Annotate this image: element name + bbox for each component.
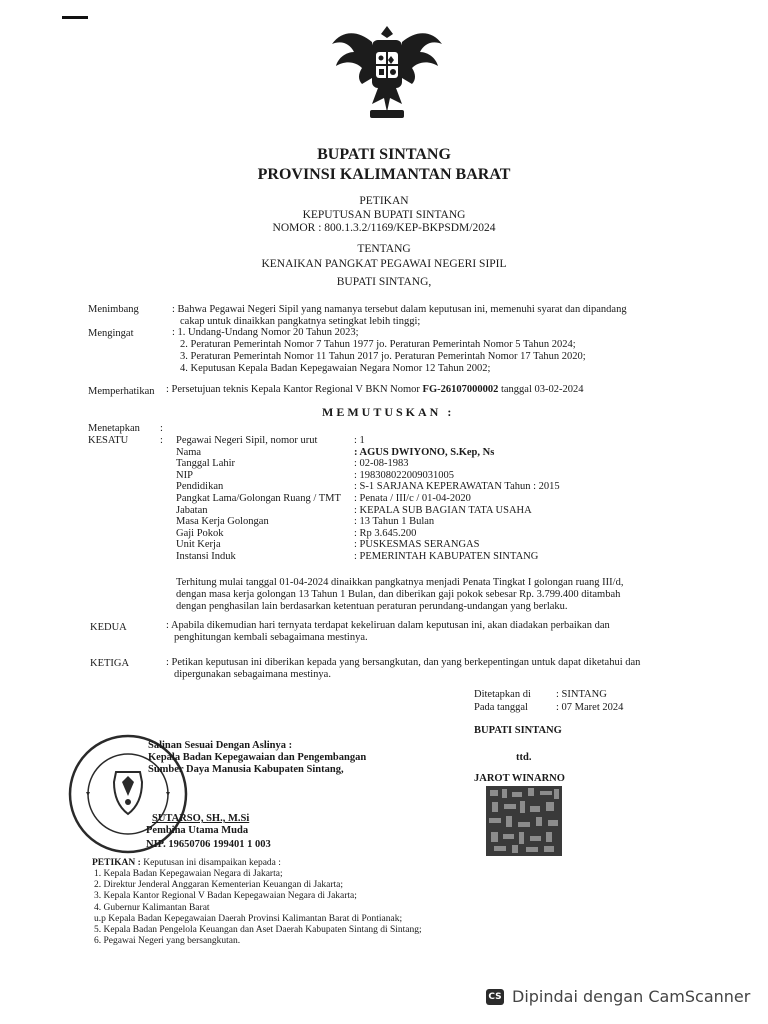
kesatu-colon: : xyxy=(160,435,163,446)
field-value: : Rp 3.645.200 xyxy=(354,527,417,539)
field-value: : 02-08-1983 xyxy=(354,458,409,470)
field-value: : AGUS DWIYONO, S.Kep, Ns xyxy=(354,446,495,458)
field-label: Gaji Pokok xyxy=(176,527,224,539)
certifier-rank: Pembina Utama Muda xyxy=(146,825,249,836)
ditetapkan-label: Ditetapkan di xyxy=(474,689,531,700)
mengingat-item-2: 2. Peraturan Pemerintah Nomor 7 Tahun 1977 jo. Peraturan Pemerintah Nomor 5 Tahun 2024; xyxy=(180,339,576,350)
kesatu-paragraph-line-3: dengan penghasilan lain berdasarkan ketentuan peraturan perundang-undangan yang berlaku. xyxy=(176,601,568,612)
signature-ttd: ttd. xyxy=(516,752,532,763)
memperhatikan-text xyxy=(166,383,584,396)
header-title-2: PROVINSI KALIMANTAN BARAT xyxy=(257,166,511,183)
ditetapkan-value: : SINTANG xyxy=(556,689,607,700)
distribution-item: 2. Direktur Jenderal Anggaran Kementerian Keuangan di Jakarta; xyxy=(94,880,344,891)
distribution-title: PETIKAN : xyxy=(92,858,141,868)
distribution-item: 6. Pegawai Negeri yang bersangkutan. xyxy=(94,936,241,947)
field-label: Tanggal Lahir xyxy=(176,458,236,470)
header-title-1: BUPATI SINTANG xyxy=(317,146,451,163)
field-value: : KEPALA SUB BAGIAN TATA USAHA xyxy=(354,504,532,516)
qr-code-icon xyxy=(486,786,562,856)
keputusan-heading: KEPUTUSAN BUPATI SINTANG xyxy=(302,209,466,221)
field-value: : 13 Tahun 1 Bulan xyxy=(354,516,435,528)
field-label: Unit Kerja xyxy=(176,539,221,551)
field-label: Pendidikan xyxy=(176,481,224,493)
camscanner-text: Dipindai dengan CamScanner xyxy=(512,987,751,1006)
subject-heading: KENAIKAN PANGKAT PEGAWAI NEGERI SIPIL xyxy=(261,258,507,270)
field-label: Nama xyxy=(176,446,202,458)
distribution-item: 3. Kepala Kantor Regional V Badan Kepegawaian Negara di Jakarta; xyxy=(94,891,357,902)
ketiga-line-2: dipergunakan sebagaimana mestinya. xyxy=(174,669,331,680)
tanggal-label: Pada tanggal xyxy=(474,702,528,713)
field-value: : Penata / III/c / 01-04-2020 xyxy=(354,493,471,504)
field-value: : S-1 SARJANA KEPERAWATAN Tahun : 2015 xyxy=(354,481,560,493)
menetapkan-colon: : xyxy=(160,423,163,434)
camscanner-watermark xyxy=(472,983,762,1011)
field-value: : PEMERINTAH KABUPATEN SINTANG xyxy=(354,551,539,562)
certification-line-3: Sumber Daya Manusia Kabupaten Sintang, xyxy=(148,764,344,775)
distribution-item: u.p Kepala Badan Kepegawaian Daerah Provinsi Kalimantan Barat di Pontianak; xyxy=(94,913,403,924)
camscanner-logo-icon: CS xyxy=(486,989,504,1005)
distribution-heading xyxy=(92,858,281,869)
kesatu-paragraph-line-1: Terhitung mulai tanggal 01-04-2024 dinaikkan pangkatnya menjadi Penata Tingkat I golongan ruang III/d, xyxy=(176,577,624,588)
field-value: : 1 xyxy=(354,435,365,446)
field-label: Pangkat Lama/Golongan Ruang / TMT xyxy=(176,493,341,504)
kedua-line-1: : Apabila dikemudian hari ternyata terdapat kekeliruan dalam keputusan ini, akan diadakan perbaikan dan xyxy=(166,620,610,631)
memperhatikan-date: tanggal 03-02-2024 xyxy=(498,384,584,395)
certification-line-1: Salinan Sesuai Dengan Aslinya : xyxy=(148,740,293,751)
signature-name: JAROT WINARNO xyxy=(474,773,565,784)
mengingat-label: Mengingat xyxy=(88,328,134,339)
distribution-item: 5. Kepala Badan Pengelola Keuangan dan Aset Daerah Kabupaten Sintang di Sintang; xyxy=(94,925,422,935)
scan-mark xyxy=(62,16,88,19)
mengingat-item-1: : 1. Undang-Undang Nomor 20 Tahun 2023; xyxy=(172,327,359,338)
menimbang-label: Menimbang xyxy=(88,304,139,315)
ketiga-line-1: : Petikan keputusan ini diberikan kepada yang bersangkutan, dan yang berkepentingan untuk dapat diketahui dan xyxy=(166,657,641,668)
signature-office: BUPATI SINTANG xyxy=(474,725,562,736)
kesatu-label: KESATU xyxy=(88,435,129,446)
ketiga-label: KETIGA xyxy=(90,658,130,669)
field-label: Jabatan xyxy=(176,504,208,516)
memperhatikan-text-start: : Persetujuan teknis Kepala Kantor Regional V BKN Nomor xyxy=(166,384,423,395)
distribution-item: 4. Gubernur Kalimantan Barat xyxy=(94,902,210,913)
distribution-intro: Keputusan ini disampaikan kepada : xyxy=(140,858,281,868)
kedua-line-2: penghitungan kembali sebagaimana mestinya. xyxy=(174,632,368,643)
distribution-item: 1. Kepala Badan Kepegawaian Negara di Jakarta; xyxy=(94,869,283,879)
field-label: Pegawai Negeri Sipil, nomor urut xyxy=(176,435,318,446)
memutuskan-heading: MEMUTUSKAN : xyxy=(322,405,455,419)
memperhatikan-label: Memperhatikan xyxy=(88,386,155,397)
field-label: Masa Kerja Golongan xyxy=(176,516,269,528)
tentang-heading: TENTANG xyxy=(357,243,411,255)
field-label: Instansi Induk xyxy=(176,551,236,562)
certifier-nip: NIP. 19650706 199401 1 003 xyxy=(146,839,271,850)
tanggal-value: : 07 Maret 2024 xyxy=(556,702,624,713)
field-value: : PUSKESMAS SERANGAS xyxy=(354,539,480,551)
menetapkan-label: Menetapkan xyxy=(88,423,140,434)
menimbang-line-1: : Bahwa Pegawai Negeri Sipil yang namanya tersebut dalam keputusan ini, memenuhi syarat dan dipandang xyxy=(172,304,627,315)
bupati-heading: BUPATI SINTANG, xyxy=(336,276,432,288)
garuda-emblem-icon xyxy=(328,22,446,122)
certifier-name: SUTARSO, SH., M.Si xyxy=(152,813,250,824)
menimbang-line-2: cakap untuk dinaikkan pangkatnya setingkat lebih tinggi; xyxy=(180,316,421,327)
field-value: : 198308022009031005 xyxy=(354,469,455,481)
kesatu-paragraph-line-2: dengan masa kerja golongan 13 Tahun 1 Bulan, dan diberikan gaji pokok sebesar Rp. 3.799.400 ditambah xyxy=(176,589,621,600)
certification-line-2: Kepala Badan Kepegawaian dan Pengembangan xyxy=(148,752,367,763)
memperhatikan-reference: FG-26107000002 xyxy=(422,384,499,395)
field-label: NIP xyxy=(176,469,193,481)
nomor-heading: NOMOR : 800.1.3.2/1169/KEP-BKPSDM/2024 xyxy=(272,222,496,234)
petikan-heading: PETIKAN xyxy=(359,195,409,207)
kedua-label: KEDUA xyxy=(90,622,127,633)
mengingat-item-4: 4. Keputusan Kepala Badan Kepegawaian Negara Nomor 12 Tahun 2002; xyxy=(180,363,491,374)
mengingat-item-3: 3. Peraturan Pemerintah Nomor 11 Tahun 2017 jo. Peraturan Pemerintah Nomor 17 Tahun 2020; xyxy=(180,351,586,362)
